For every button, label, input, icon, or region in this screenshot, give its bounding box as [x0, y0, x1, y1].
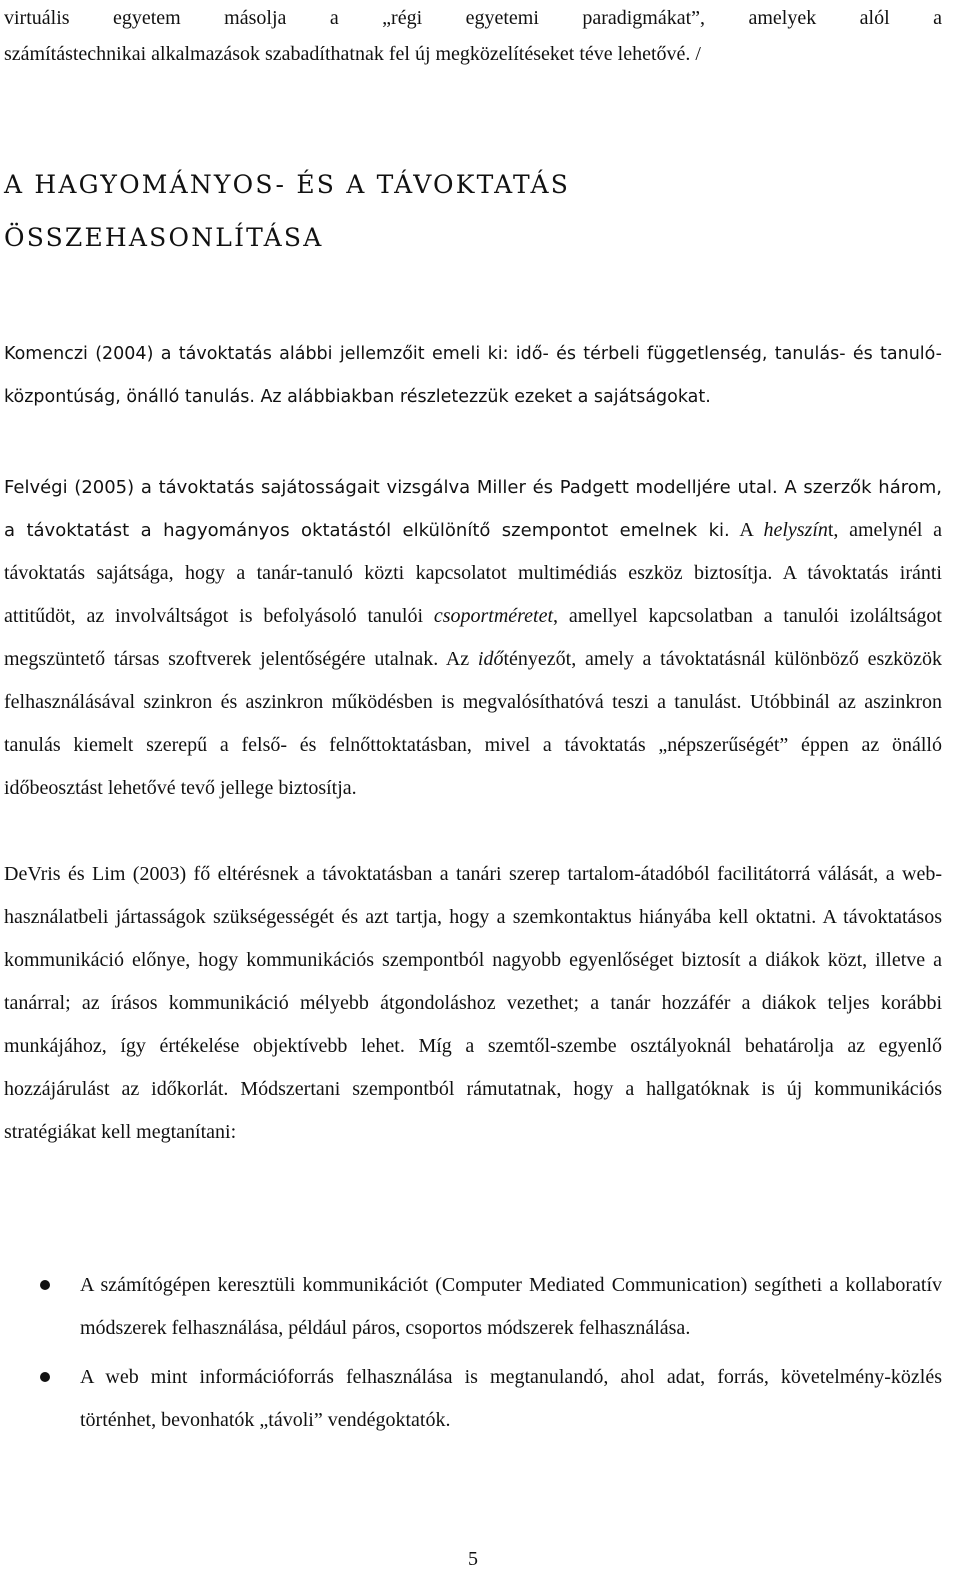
- csoportmeret-term: csoportméretet: [433, 605, 554, 627]
- list-item-text: A web mint információforrás felhasználása is megtanulandó, ahol adat, forrás, követelmény-közlés történhet, bevonhatók „távoli” vendégoktatók.: [80, 1366, 942, 1431]
- felvegi-intro: Felvégi (2005) a távoktatás sajátosságait vizsgálva Miller és Padgett modelljére utal. A szerzők három, a távoktatást a hagyományos oktatástól elkülönítő szempontot emelnek ki.: [4, 477, 942, 541]
- felvegi-ido-b: tényezőt, amely a távoktatásnál különböző eszközök felhasználásával szinkron és aszinkron működésben is megvalósíthatóvá teszi a tanulást. Utóbbinál az aszinkron tanulás kiemelt szerepű a felső- és felnőttoktatásban, mivel a távoktatás „népszerűségét” éppen az önálló időbeosztást lehetővé tevő jellege biztosítja.: [4, 648, 942, 799]
- list-item: [4, 1264, 942, 1350]
- felvegi-a: A: [729, 519, 764, 541]
- intro-line-1: virtuális egyetem másolja a „régi egyetemi paradigmákat”, amelyek alól a: [4, 7, 942, 29]
- list-item: [4, 1356, 942, 1442]
- felvegi-attitude-b: , amellyel kapcsolatban a tanulói izoláltságot megszüntető társas szoftverek jelentőségére utalnak.: [4, 605, 942, 670]
- intro-paragraph: [4, 0, 942, 72]
- strategy-list: [4, 1264, 942, 1448]
- section-heading-line-1: A HAGYOMÁNYOS- ÉS A TÁVOKTATÁS: [4, 170, 571, 199]
- felvegi-ido-a: Az: [438, 648, 478, 670]
- devris-paragraph: [4, 853, 942, 1154]
- devris-text-2: A távoktatásos kommunikáció előnye, hogy kommunikációs szempontból nagyobb egyenlőséget biztosít a diákok közt, illetve a tanárral; az írásos kommunikáció mélyebb átgondoláshoz vezethet; a tanár hozzáfér a diákok teljes korábbi munkájához, így értékelése objektívebb lehet. Míg a szemtől-szembe osztályoknál behatárolja az egyenlő hozzájárulást az időkorlát. Módszertani szempontból rámutatnak, hogy a hallgatóknak is új kommunikációs stratégiákat kell megtanítani:: [4, 906, 943, 1143]
- komenczi-text-2: Az alábbiakban részletezzük ezeket a sajátságokat.: [254, 387, 711, 407]
- komenczi-paragraph: [4, 333, 942, 419]
- page-number: 5: [468, 1548, 478, 1570]
- felvegi-helyszin-text: t, amelynél a távoktatás sajátsága, hogy a tanár-tanuló közti kapcsolatot multimédiás eszköz biztosítja.: [4, 519, 942, 584]
- felvegi-paragraph: [4, 466, 942, 810]
- bullet-icon: [40, 1280, 50, 1290]
- section-heading: [4, 158, 942, 264]
- helyszin-term: helyszín: [763, 519, 828, 541]
- devris-text-1: DeVris és Lim (2003) fő eltérésnek a távoktatásban a tanári szerep tartalom-átadóból facilitátorrá válását, a web-használatbeli jártasságok szükségességét és azt tartja, hogy a szemkontaktus hiányába kell oktatni.: [4, 863, 942, 928]
- felvegi-attitude-a: A távoktatás iránti attitűdöt, az involváltságot is befolyásoló tanulói: [4, 562, 942, 627]
- ido-term: idő: [477, 648, 504, 670]
- komenczi-text: Komenczi (2004) a távoktatás alábbi jellemzőit emeli ki: idő- és térbeli függetlenség, tanulás- és tanuló-központúság, önálló tanulás.: [4, 344, 942, 407]
- list-item-text: A számítógépen keresztüli kommunikációt (Computer Mediated Communication) segítheti a kollaboratív módszerek felhasználása, például páros, csoportos módszerek felhasználása.: [80, 1274, 942, 1339]
- section-heading-line-2: ÖSSZEHASONLÍTÁSA: [4, 223, 324, 252]
- intro-line-2: számítástechnikai alkalmazások szabadíthatnak fel új megközelítéseket téve lehetővé. /: [4, 43, 701, 65]
- bullet-icon: [40, 1372, 50, 1382]
